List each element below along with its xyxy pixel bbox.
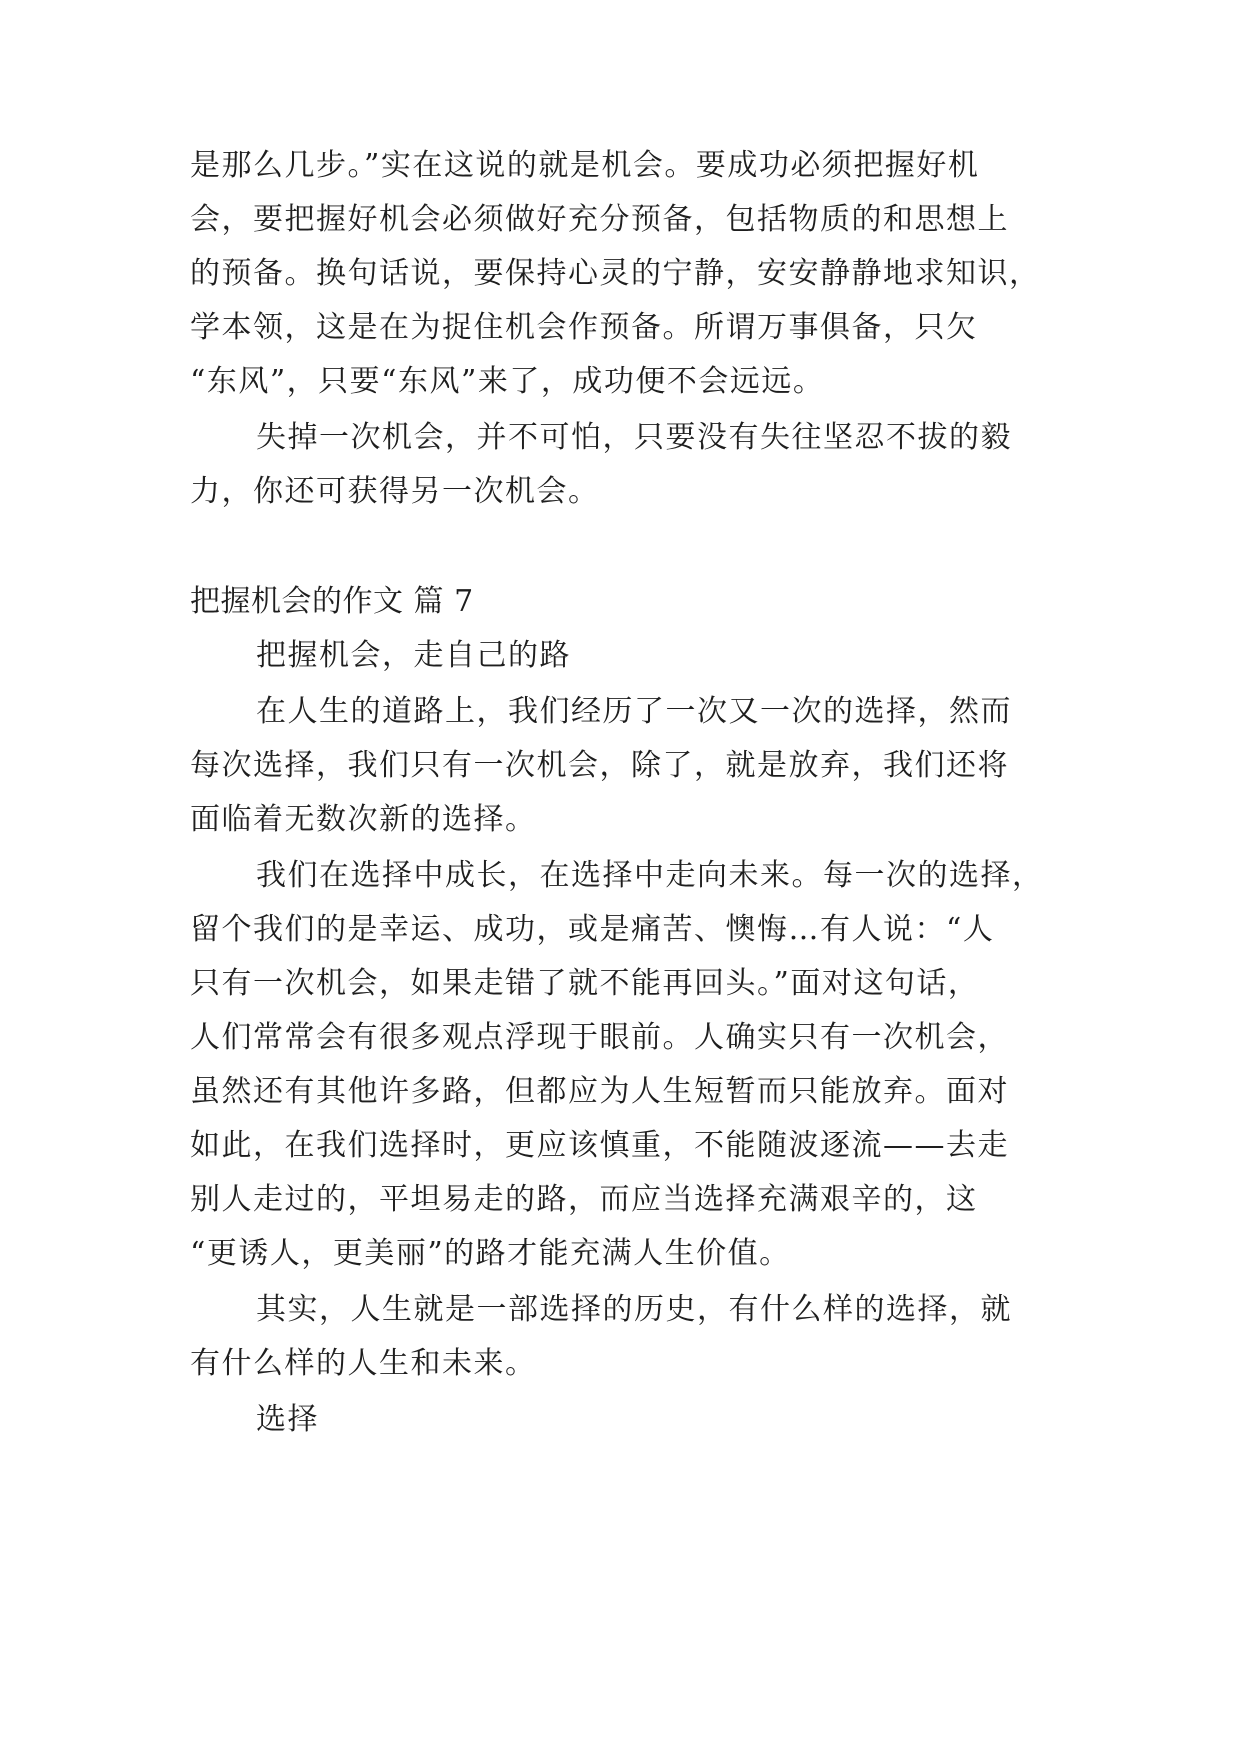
text-line: 如此，在我们选择时，更应该慎重，不能随波逐流——去走 [190,1128,1009,1163]
text-line: 选择 [256,1402,319,1437]
text-line: 学本领，这是在为捉住机会作预备。所谓万事俱备，只欠 [190,310,978,345]
text-line: 失掉一次机会，并不可怕，只要没有失往坚忍不拔的毅 [256,420,1012,455]
text-line: 有什么样的人生和未来。 [190,1346,537,1381]
text-line: 会，要把握好机会必须做好充分预备，包括物质的和思想上 [190,202,1009,237]
section-title: 把握机会的作文 篇 7 [190,584,474,619]
text-line: 只有一次机会，如果走错了就不能再回头。”面对这句话， [190,966,980,1001]
text-line: 留个我们的是幸运、成功，或是痛苦、懊悔…有人说：“人 [190,912,995,947]
text-line: “更诱人，更美丽”的路才能充满人生价值。 [190,1236,791,1271]
text-line: 虽然还有其他许多路，但都应为人生短暂而只能放弃。面对 [190,1074,1009,1109]
text-line: 每次选择，我们只有一次机会，除了，就是放弃，我们还将 [190,748,1009,783]
subtitle: 把握机会，走自己的路 [256,638,571,673]
text-line: 我们在选择中成长，在选择中走向未来。每一次的选择， [256,858,1044,893]
text-line: “东风”，只要“东风”来了，成功便不会远远。 [190,364,825,399]
text-line: 力，你还可获得另一次机会。 [190,474,600,509]
text-line: 人们常常会有很多观点浮现于眼前。人确实只有一次机会， [190,1020,1009,1055]
text-line: 的预备。换句话说，要保持心灵的宁静，安安静静地求知识， [190,256,1041,291]
text-line: 其实，人生就是一部选择的历史，有什么样的选择，就 [256,1292,1012,1327]
text-line: 别人走过的，平坦易走的路，而应当选择充满艰辛的，这 [190,1182,978,1217]
text-line: 是那么几步。”实在这说的就是机会。要成功必须把握好机 [190,148,980,183]
text-line: 在人生的道路上，我们经历了一次又一次的选择，然而 [256,694,1012,729]
text-line: 面临着无数次新的选择。 [190,802,537,837]
